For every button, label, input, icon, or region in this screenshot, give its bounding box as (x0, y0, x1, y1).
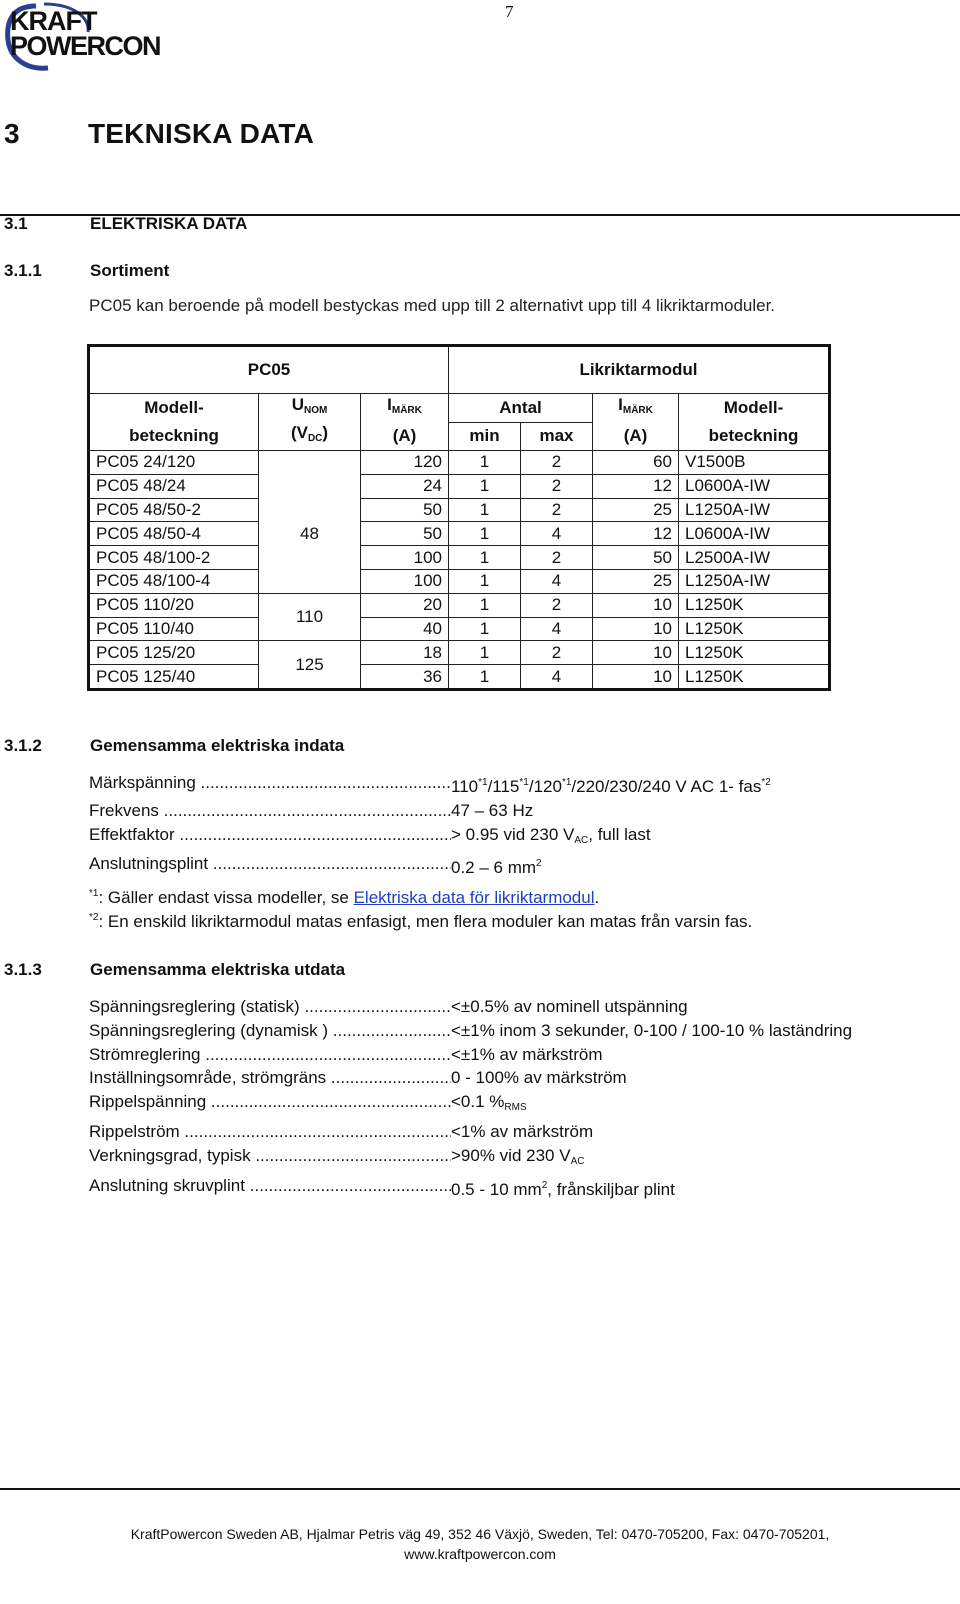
section-number: 3 (4, 118, 20, 149)
cell-min: 1 (449, 641, 521, 665)
list-item: Effektfaktor ..... > 0.95 vid 230 $V_{AC}$, full last (89, 823, 771, 853)
col-header-imark-module-unit: (A) (593, 422, 679, 451)
cell-module-model: L1250K (679, 641, 830, 665)
cell-imark-module: 25 (593, 569, 679, 593)
cell-module-model: L1250A-IW (679, 569, 830, 593)
subsection-title: Sortiment (90, 261, 170, 280)
table-row (89, 522, 830, 546)
col-header-model-2: beteckning (89, 422, 259, 451)
cell-module-model: L0600A-IW (679, 474, 830, 498)
table-row (89, 593, 830, 617)
cell-unom: 125 (259, 641, 361, 690)
footnote-1: $^{*1}$: Gäller endast vissa modeller, se Elektriska data för likriktarmodul. (89, 888, 600, 907)
subsection-heading-3-1-2 (4, 736, 344, 756)
cell-model: PC05 48/24 (89, 474, 259, 498)
col-header-module-model: Modell- (679, 394, 830, 423)
cell-module-model: L1250K (679, 665, 830, 690)
table-row (89, 474, 830, 498)
col-header-module-model-2: beteckning (679, 422, 830, 451)
cell-min: 1 (449, 546, 521, 570)
list-item: Inställningsområde, strömgräns ..... 0 - 100% av märkström (89, 1066, 852, 1090)
cell-imark: 50 (361, 498, 449, 522)
cell-imark-module: 10 (593, 593, 679, 617)
cell-imark: 18 (361, 641, 449, 665)
col-header-unom-unit: $(V_{DC})$ (259, 422, 361, 451)
cell-model: PC05 110/20 (89, 593, 259, 617)
cell-imark-module: 25 (593, 498, 679, 522)
list-item: Rippelspänning ..... <0.1 $\%_{RMS}$ (89, 1090, 852, 1120)
cell-module-model: L1250K (679, 617, 830, 641)
col-header-min: min (449, 422, 521, 451)
col-header-model: Modell- (89, 394, 259, 423)
section-title: TEKNISKA DATA (88, 118, 315, 149)
cell-module-model: L2500A-IW (679, 546, 830, 570)
list-item: Märkspänning ..... 110$^{*1}$/115$^{*1}$/120$^{*1}$/220/230/240 V AC 1- fas$^{*2}$ (89, 771, 771, 799)
output-data-list (89, 995, 852, 1201)
list-item: Strömreglering ..... <±1% av märkström (89, 1043, 852, 1067)
cell-min: 1 (449, 474, 521, 498)
cell-unom: 48 (259, 474, 361, 593)
subsection-number: 3.1.2 (4, 736, 42, 755)
cell-max: 2 (521, 451, 593, 475)
cell-imark: 120 (361, 451, 449, 475)
cell-max: 4 (521, 665, 593, 690)
cell-model: PC05 48/100-4 (89, 569, 259, 593)
table-row (89, 665, 830, 690)
cell-imark: 40 (361, 617, 449, 641)
table-row (89, 617, 830, 641)
cell-min: 1 (449, 617, 521, 641)
cell-model: PC05 48/50-2 (89, 498, 259, 522)
col-header-max: max (521, 422, 593, 451)
list-item: Anslutning skruvplint ..... 0.5 - 10 $mm^2$, frånskiljbar plint (89, 1174, 852, 1202)
cell-min: 1 (449, 665, 521, 690)
cell-imark: 24 (361, 474, 449, 498)
cell-imark: 20 (361, 593, 449, 617)
list-item: Anslutningsplint ..... 0.2 – 6 $mm^2$ (89, 852, 771, 880)
cell-min: 1 (449, 451, 521, 475)
cell-imark: 100 (361, 569, 449, 593)
cell-min: 1 (449, 498, 521, 522)
col-header-imark-unit: (A) (361, 422, 449, 451)
subsection-heading-3-1-1 (4, 261, 169, 281)
cell-model: PC05 125/40 (89, 665, 259, 690)
table-row (89, 498, 830, 522)
section-heading (4, 118, 314, 150)
cell-model: PC05 48/100-2 (89, 546, 259, 570)
footnote-2: $^{*2}$: En enskild likriktarmodul matas enfasigt, men flera moduler kan matas från varsin fas. (89, 912, 753, 931)
cell-unom (259, 451, 361, 475)
cell-imark-module: 10 (593, 641, 679, 665)
cell-max: 2 (521, 498, 593, 522)
table-row (89, 641, 830, 665)
cell-imark: 36 (361, 665, 449, 690)
cell-max: 2 (521, 641, 593, 665)
cell-model: PC05 125/20 (89, 641, 259, 665)
col-header-unom: $U_{NOM}$ (259, 394, 361, 423)
cell-imark-module: 60 (593, 451, 679, 475)
cell-max: 2 (521, 474, 593, 498)
logo-text-powercon: POWERCON (10, 31, 160, 61)
cell-imark-module: 10 (593, 617, 679, 641)
subsection-title: ELEKTRISKA DATA (90, 214, 248, 233)
company-logo (4, 2, 174, 72)
cell-module-model: V1500B (679, 451, 830, 475)
group-header-module: Likriktarmodul (449, 346, 830, 394)
cell-imark-module: 12 (593, 522, 679, 546)
subsection-heading-3-1-3 (4, 960, 345, 980)
cell-max: 4 (521, 617, 593, 641)
table-row (89, 569, 830, 593)
cell-model: PC05 24/120 (89, 451, 259, 475)
page-number: 7 (505, 2, 514, 21)
link-elektriska-data[interactable]: Elektriska data för likriktarmodul (353, 888, 595, 907)
logo-text-kraft: KRAFT (10, 6, 97, 36)
cell-max: 4 (521, 569, 593, 593)
subsection-number: 3.1.1 (4, 261, 42, 280)
cell-unom: 110 (259, 593, 361, 641)
sortiment-text: PC05 kan beroende på modell bestyckas med upp till 2 alternativt upp till 4 likriktarmoduler. (89, 296, 776, 315)
cell-max: 4 (521, 522, 593, 546)
cell-module-model: L1250K (679, 593, 830, 617)
cell-max: 2 (521, 593, 593, 617)
list-item: Verkningsgrad, typisk ..... >90% vid 230 $V_{AC}$ (89, 1144, 852, 1174)
list-item: Spänningsreglering (statisk) ..... <±0.5% av nominell utspänning (89, 995, 852, 1019)
cell-imark-module: 10 (593, 665, 679, 690)
product-table (87, 344, 831, 691)
footer-website: www.kraftpowercon.com (404, 1546, 556, 1562)
col-header-imark-module: $I_{MÄRK}$ (593, 394, 679, 423)
subsection-heading-3-1 (4, 214, 247, 234)
cell-min: 1 (449, 593, 521, 617)
table-row (89, 546, 830, 570)
list-item: Frekvens ..... 47 – 63 Hz (89, 799, 771, 823)
footer-address: KraftPowercon Sweden AB, Hjalmar Petris väg 49, 352 46 Växjö, Sweden, Tel: 0470-705200, Fax: 0470-705201, (130, 1526, 830, 1542)
cell-min: 1 (449, 569, 521, 593)
group-header-pc05: PC05 (89, 346, 449, 394)
cell-imark: 100 (361, 546, 449, 570)
cell-max: 2 (521, 546, 593, 570)
cell-imark-module: 12 (593, 474, 679, 498)
subsection-title: Gemensamma elektriska utdata (90, 960, 346, 979)
col-header-imark: $I_{MÄRK}$ (361, 394, 449, 423)
cell-model: PC05 48/50-4 (89, 522, 259, 546)
list-item: Rippelström ..... <1% av märkström (89, 1120, 852, 1144)
cell-min: 1 (449, 522, 521, 546)
footer-divider (0, 1488, 960, 1490)
cell-imark-module: 50 (593, 546, 679, 570)
cell-model: PC05 110/40 (89, 617, 259, 641)
table-row (89, 451, 830, 475)
cell-imark: 50 (361, 522, 449, 546)
cell-module-model: L0600A-IW (679, 522, 830, 546)
subsection-title: Gemensamma elektriska indata (90, 736, 345, 755)
col-header-antal: Antal (449, 394, 593, 423)
list-item: Spänningsreglering (dynamisk ) ..... <±1% inom 3 sekunder, 0-100 / 100-10 % laständring (89, 1019, 852, 1043)
subsection-number: 3.1.3 (4, 960, 42, 979)
subsection-number: 3.1 (4, 214, 28, 233)
input-data-list (89, 771, 771, 880)
cell-module-model: L1250A-IW (679, 498, 830, 522)
